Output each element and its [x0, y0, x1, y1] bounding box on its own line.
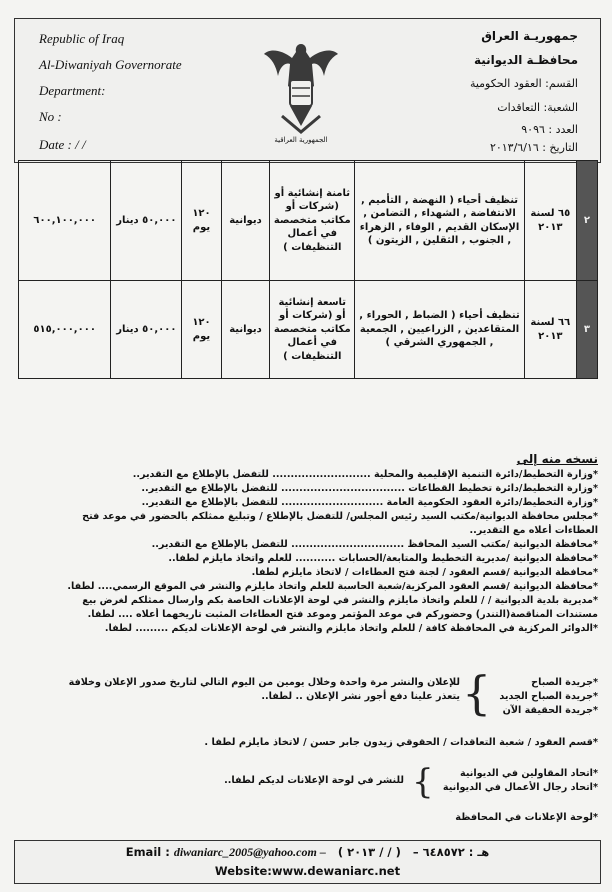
copies-list — [8, 452, 598, 636]
tender-location: ديوانية — [221, 161, 270, 281]
header-department-en: Department: — [39, 83, 106, 98]
brace-icon: { — [412, 762, 434, 802]
header-no-en: No : — [39, 109, 62, 124]
list-item: *اتحاد المقاولين في الديوانية — [460, 768, 598, 779]
list-item: *مديرية بلدية الديوانية / / للعلم واتخاذ مايلزم والنشر في لوحة الإعلانات الخاصة بكم وارسال ممثلكم لغرض بيع — [82, 595, 598, 606]
list-item: *محافظة الديوانية /مكتب السيد المحافظ ............................... للتفضل بالإطلاع مع التقدير.. — [151, 539, 598, 550]
list-item: *جريدة الحقيقة الآن — [502, 705, 598, 716]
header-governorate-ar: محافظـة الديوانية — [473, 53, 578, 67]
tender-table — [18, 160, 598, 379]
list-item: *جريدة الصباح — [531, 677, 598, 688]
newspaper-note-line1: للإعلان والنشر مرة واحدة وخلال يومين من اليوم التالي لتاريخ صدور الإعلان وخلافة — [68, 677, 460, 688]
list-item: *جريدة الصباح الجديد — [499, 691, 598, 702]
email-label: Email : — [125, 845, 170, 859]
list-item: *اتحاد رجال الأعمال في الديوانية — [442, 782, 598, 793]
estimated-cost: ٦٠٠,١٠٠,٠٠٠ — [19, 161, 111, 281]
footer-contact — [15, 845, 600, 860]
list-item: *محافظة الديوانية /قسم العقود / لجنة فتح العطاءات / لاتخاذ مايلزم لطفا. — [251, 567, 598, 578]
row-number: ٢ — [576, 161, 597, 281]
header-department-ar: القسم: العقود الحكومية — [469, 77, 578, 90]
contracts-line: *قسم العقود / شعبة التعاقدات / الحقوقي زيدون جابر حسن / لاتخاذ مايلزم لطفا . — [204, 737, 598, 748]
tender-duration: ١٢٠ يوم — [182, 161, 221, 281]
list-item: *محافظة الديوانية /مديرية التخطيط والمتابعة/الحسابات ........... للعلم واتخاذ مايلزم لطفا.. — [168, 553, 598, 564]
header-division-ar: الشعبة: التعاقدات — [497, 101, 578, 114]
eagle-emblem-icon — [262, 36, 340, 144]
contractor-class: تاسعة إنشائية أو (شركات أو مكاتب متخصصة في أعمال التنظيفات ) — [270, 281, 355, 379]
header-governorate-en: Al-Diwaniyah Governorate — [39, 57, 182, 72]
contractor-class: ثامنة إنشائية أو (شركات أو مكاتب متخصصة في أعمال التنظيفات ) — [270, 161, 355, 281]
copies-title: نسخه منه إلى — [516, 452, 598, 466]
tender-description: تنظيف أحياء ( الضباط , الحوراء , المتقاعدين , الزراعيين , الجمعية , الجمهوري الشرقي ) — [355, 281, 525, 379]
newspaper-note-line2: يتعذر علينا دفع أجور نشر الإعلان .. لطفا.. — [261, 691, 460, 702]
list-item: *وزارة التخطيط/دائرة تخطيط القطاعات .................................. للتفضل بالإطلاع مع التقدير.. — [141, 483, 598, 494]
tender-number: ٦٥ لسنة ٢٠١٣ — [524, 161, 576, 281]
estimated-cost: ٥١٥,٠٠٠,٠٠٠ — [19, 281, 111, 379]
header-country-en: Republic of Iraq — [39, 31, 125, 46]
table-row — [19, 281, 598, 379]
header-date-ar: التاريخ : ٢٠١٣/٦/١٦ — [489, 141, 578, 154]
footer-frame — [14, 840, 601, 884]
table-row — [19, 161, 598, 281]
email-address: diwaniarc_2005@yahoo.com – — [173, 845, 326, 859]
tender-duration: ١٢٠ يوم — [182, 281, 221, 379]
header-date-en: Date : / / — [39, 137, 86, 152]
footer-date: ( ٢٠١٣ / / ) — [337, 845, 401, 859]
list-item: *وزارة التخطيط/دائرة العقود الحكومية العامة ............................ للتفضل بالإطلاع مع التقدير.. — [141, 497, 598, 508]
row-number: ٣ — [576, 281, 597, 379]
list-item: *مجلس محافظة الديوانية/مكتب السيد رئيس المجلس/ للتفضل بالإطلاع / وتبليغ ممثلكم بالحضور في موعد فتح — [82, 511, 598, 522]
tender-location: ديوانية — [221, 281, 270, 379]
tender-number: ٦٦ لسنة ٢٠١٣ — [524, 281, 576, 379]
list-item: *الدوائر المركزية في المحافظة كافة / للعلم واتخاذ مايلزم والنشر في لوحة الإعلانات لديكم ......... لطفا. — [104, 623, 598, 634]
board-line: *لوحة الإعلانات في المحافظة — [455, 812, 598, 823]
unions-list — [428, 767, 598, 795]
list-item: *وزارة التخطيط/دائرة التنمية الإقليمية والمحلية ........................... للتفضل بالإطلاع مع التقدير.. — [132, 469, 598, 480]
website-address: Website:www.dewaniarc.net — [214, 864, 401, 878]
list-item: العطاءات أعلاه مع التقدير.. — [469, 525, 598, 536]
list-item: *محافظة الديوانية /قسم العقود المركزية/شعبة الحاسبة للعلم واتخاذ مايلزم والنشر في الموقع الرسمي.... لطفا. — [67, 581, 598, 592]
newspaper-note — [40, 676, 460, 704]
header-number-ar: العدد : ٩٠٩٦ — [521, 123, 578, 136]
emblem-caption: الجمهورية العراقية — [274, 136, 328, 144]
phone-number: هـ : ٦٤٨٥٧٢ – — [412, 845, 490, 859]
header-country-ar: جمهوريـة العراق — [481, 29, 578, 43]
list-item: مستندات المناقصة(التندر) وحضوركم في موعد المؤتمر وموعد فتح العطاءات المثبت تاريخهما أعلاه .... لطفا. — [87, 609, 598, 620]
tender-description: تنظيف أحياء ( النهضة , التأميم , الانتفاضة , الشهداء , التضامن , الإسكان القديم , الوفاء , الزهراء , الجنوب , الثقلين , الزيتون ) — [355, 161, 525, 281]
unions-note: للنشر في لوحة الإعلانات لديكم لطفا.. — [224, 775, 404, 786]
brace-icon: { — [462, 666, 492, 720]
document-price: ٥٠,٠٠٠ دينار — [111, 281, 182, 379]
document-price: ٥٠,٠٠٠ دينار — [111, 161, 182, 281]
